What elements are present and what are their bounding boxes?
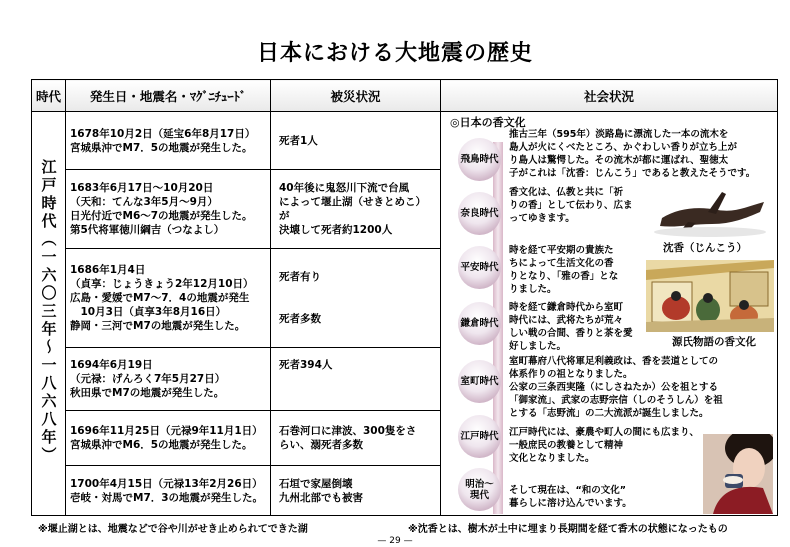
quake-line: 宮城県沖でM6．5の地震が発生した。 <box>70 439 253 451</box>
quake-line: （貞享：じょうきょう2年12月10日） <box>70 278 254 290</box>
damage-line: 九州北部でも被害 <box>279 491 363 504</box>
damage-line: 死者多数 <box>279 313 321 325</box>
page-number: — 29 — <box>377 536 413 546</box>
period-text-meiji: そして現在は、“和の文化” 暮らしに溶け込んでいます。 <box>509 485 632 509</box>
period-node-muromachi: 室町時代 <box>458 360 501 403</box>
damage-spacer <box>279 284 432 312</box>
footnote-aloeswood: ※沈香とは、樹木が土中に埋まり長期間を経て香木の状態になったもの <box>408 524 728 535</box>
table-row <box>32 112 778 170</box>
quake-line: 秋田県でM7の地震が発生した。 <box>70 387 225 399</box>
quake-cell <box>66 411 271 466</box>
quake-line: 1700年4月15日（元禄13年2月26日） <box>70 477 263 490</box>
damage-cell <box>271 249 441 348</box>
header-damage: 被災状況 <box>271 80 441 112</box>
page-title: 日本における大地震の歴史 <box>256 41 533 66</box>
social-heading: ◎日本の香文化 <box>450 116 526 129</box>
header-social: 社会状況 <box>441 80 778 112</box>
genji-painting-image <box>646 260 774 332</box>
quake-line: 日光付近でM6〜7の地震が発生した。 <box>70 210 253 222</box>
period-node-kamakura: 鎌倉時代 <box>458 302 501 345</box>
quake-line: 10月3日（貞享3年8月16日） <box>70 306 227 318</box>
period-text-muromachi: 室町幕府八代将軍足利義政は、香を芸道としての 体系作りの祖となりました。 公家の三条西実隆（にしさねたか）公を祖とする 「御家流」、武家の志野宗信（しのそうしん）を祖 とする「志野流」の二大流派が誕生しました。 <box>509 356 723 419</box>
damage-line: らい、溺死者多数 <box>279 439 363 451</box>
quake-cell <box>66 112 271 170</box>
damage-line: 40年後に鬼怒川下流で台風 <box>279 182 410 194</box>
period-node-nara: 奈良時代 <box>458 192 501 235</box>
damage-cell <box>271 170 441 249</box>
damage-cell <box>271 466 441 516</box>
caption-genji: 源氏物語の香文化 <box>672 336 756 348</box>
damage-cell <box>271 348 441 411</box>
aloeswood-image <box>648 188 773 240</box>
damage-line: 死者394人 <box>279 359 333 371</box>
footnote-dam-lake: ※堰止湖とは、地震などで谷や川がせき止められてできた湖 <box>38 524 308 535</box>
quake-line: （天和：てんな3年5月〜9月） <box>70 196 218 208</box>
quake-cell <box>66 466 271 516</box>
quake-cell <box>66 348 271 411</box>
damage-cell <box>271 112 441 170</box>
period-text-edo: 江戸時代には、豪農や町人の間にも広まり、 一般庶民の教養として精神 文化となりました。 <box>509 427 700 464</box>
period-node-heian: 平安時代 <box>458 246 501 289</box>
quake-line: （元禄：げんろく7年5月27日） <box>70 373 226 385</box>
caption-aloeswood: 沈香（じんこう） <box>663 242 747 254</box>
header-quake: 発生日・地震名・ﾏｸﾞﾆﾁｭｰﾄﾞ <box>66 80 271 112</box>
quake-line: 壱岐・対馬でM7．3の地震が発生した。 <box>70 491 264 504</box>
damage-line: 石垣で家屋倒壊 <box>279 477 353 490</box>
quake-line: 第5代将軍徳川綱吉（つなよし） <box>70 224 225 236</box>
quake-line: 静岡・三河でM7の地震が発生した。 <box>70 320 246 332</box>
quake-line: 宮城県沖でM7．5の地震が発生した。 <box>70 141 253 154</box>
quake-line: 1686年1月4日 <box>70 264 146 276</box>
damage-cell <box>271 411 441 466</box>
period-node-asuka: 飛鳥時代 <box>458 138 501 181</box>
table-header-row <box>32 80 778 112</box>
quake-line: 1683年6月17日〜10月20日 <box>70 182 214 194</box>
quake-line: 1696年11月25日（元禄9年11月1日） <box>70 425 263 437</box>
damage-line: 死者有り <box>279 271 321 283</box>
quake-line: 1678年10月2日（延宝6年8月17日） <box>70 127 256 140</box>
quake-line: 1694年6月19日 <box>70 359 153 371</box>
era-cell <box>32 112 66 516</box>
damage-line: 死者1人 <box>279 134 318 147</box>
period-node-meiji: 明治〜 現代 <box>458 468 501 511</box>
quake-line: 広島・愛媛でM7〜7．4の地震が発生 <box>70 292 250 304</box>
damage-line: によって堰止湖（せきとめこ）が <box>279 196 426 222</box>
period-node-edo: 江戸時代 <box>458 415 501 458</box>
period-text-asuka: 推古三年（595年）淡路島に漂流した一本の流木を 島人が火にくべたところ、かぐわしい香りが立ち上が り島人は驚愕した。その流木が都に運ばれ、聖徳太 子がこれは「沈香：じんこう」であると教えたそうです。 <box>509 129 756 179</box>
social-cell <box>441 112 778 516</box>
quake-cell <box>66 249 271 348</box>
social-panel <box>441 112 777 515</box>
modern-incense-photo <box>703 434 773 514</box>
period-text-heian: 時を経て平安期の貴族た ちによって生活文化の香 りとなり、「雅の香」とな りました。 <box>509 245 619 295</box>
period-text-kamakura: 時を経て鎌倉時代から室町 時代には、武将たちが荒々 しい戦の合間、香りと茶を愛 好しました。 <box>509 302 633 352</box>
quake-cell <box>66 170 271 249</box>
header-era: 時代 <box>32 80 66 112</box>
period-text-nara: 香文化は、仏教と共に「祈 りの香」として伝わり、広ま ってゆきます。 <box>509 187 633 224</box>
earthquake-history-table <box>31 79 778 516</box>
era-label: 江戸時代（一六〇三年〜一八六八年） <box>39 158 58 465</box>
damage-line: 石巻河口に津波、300隻をさ <box>279 425 417 437</box>
damage-line: 決壊して死者約1200人 <box>279 224 393 236</box>
